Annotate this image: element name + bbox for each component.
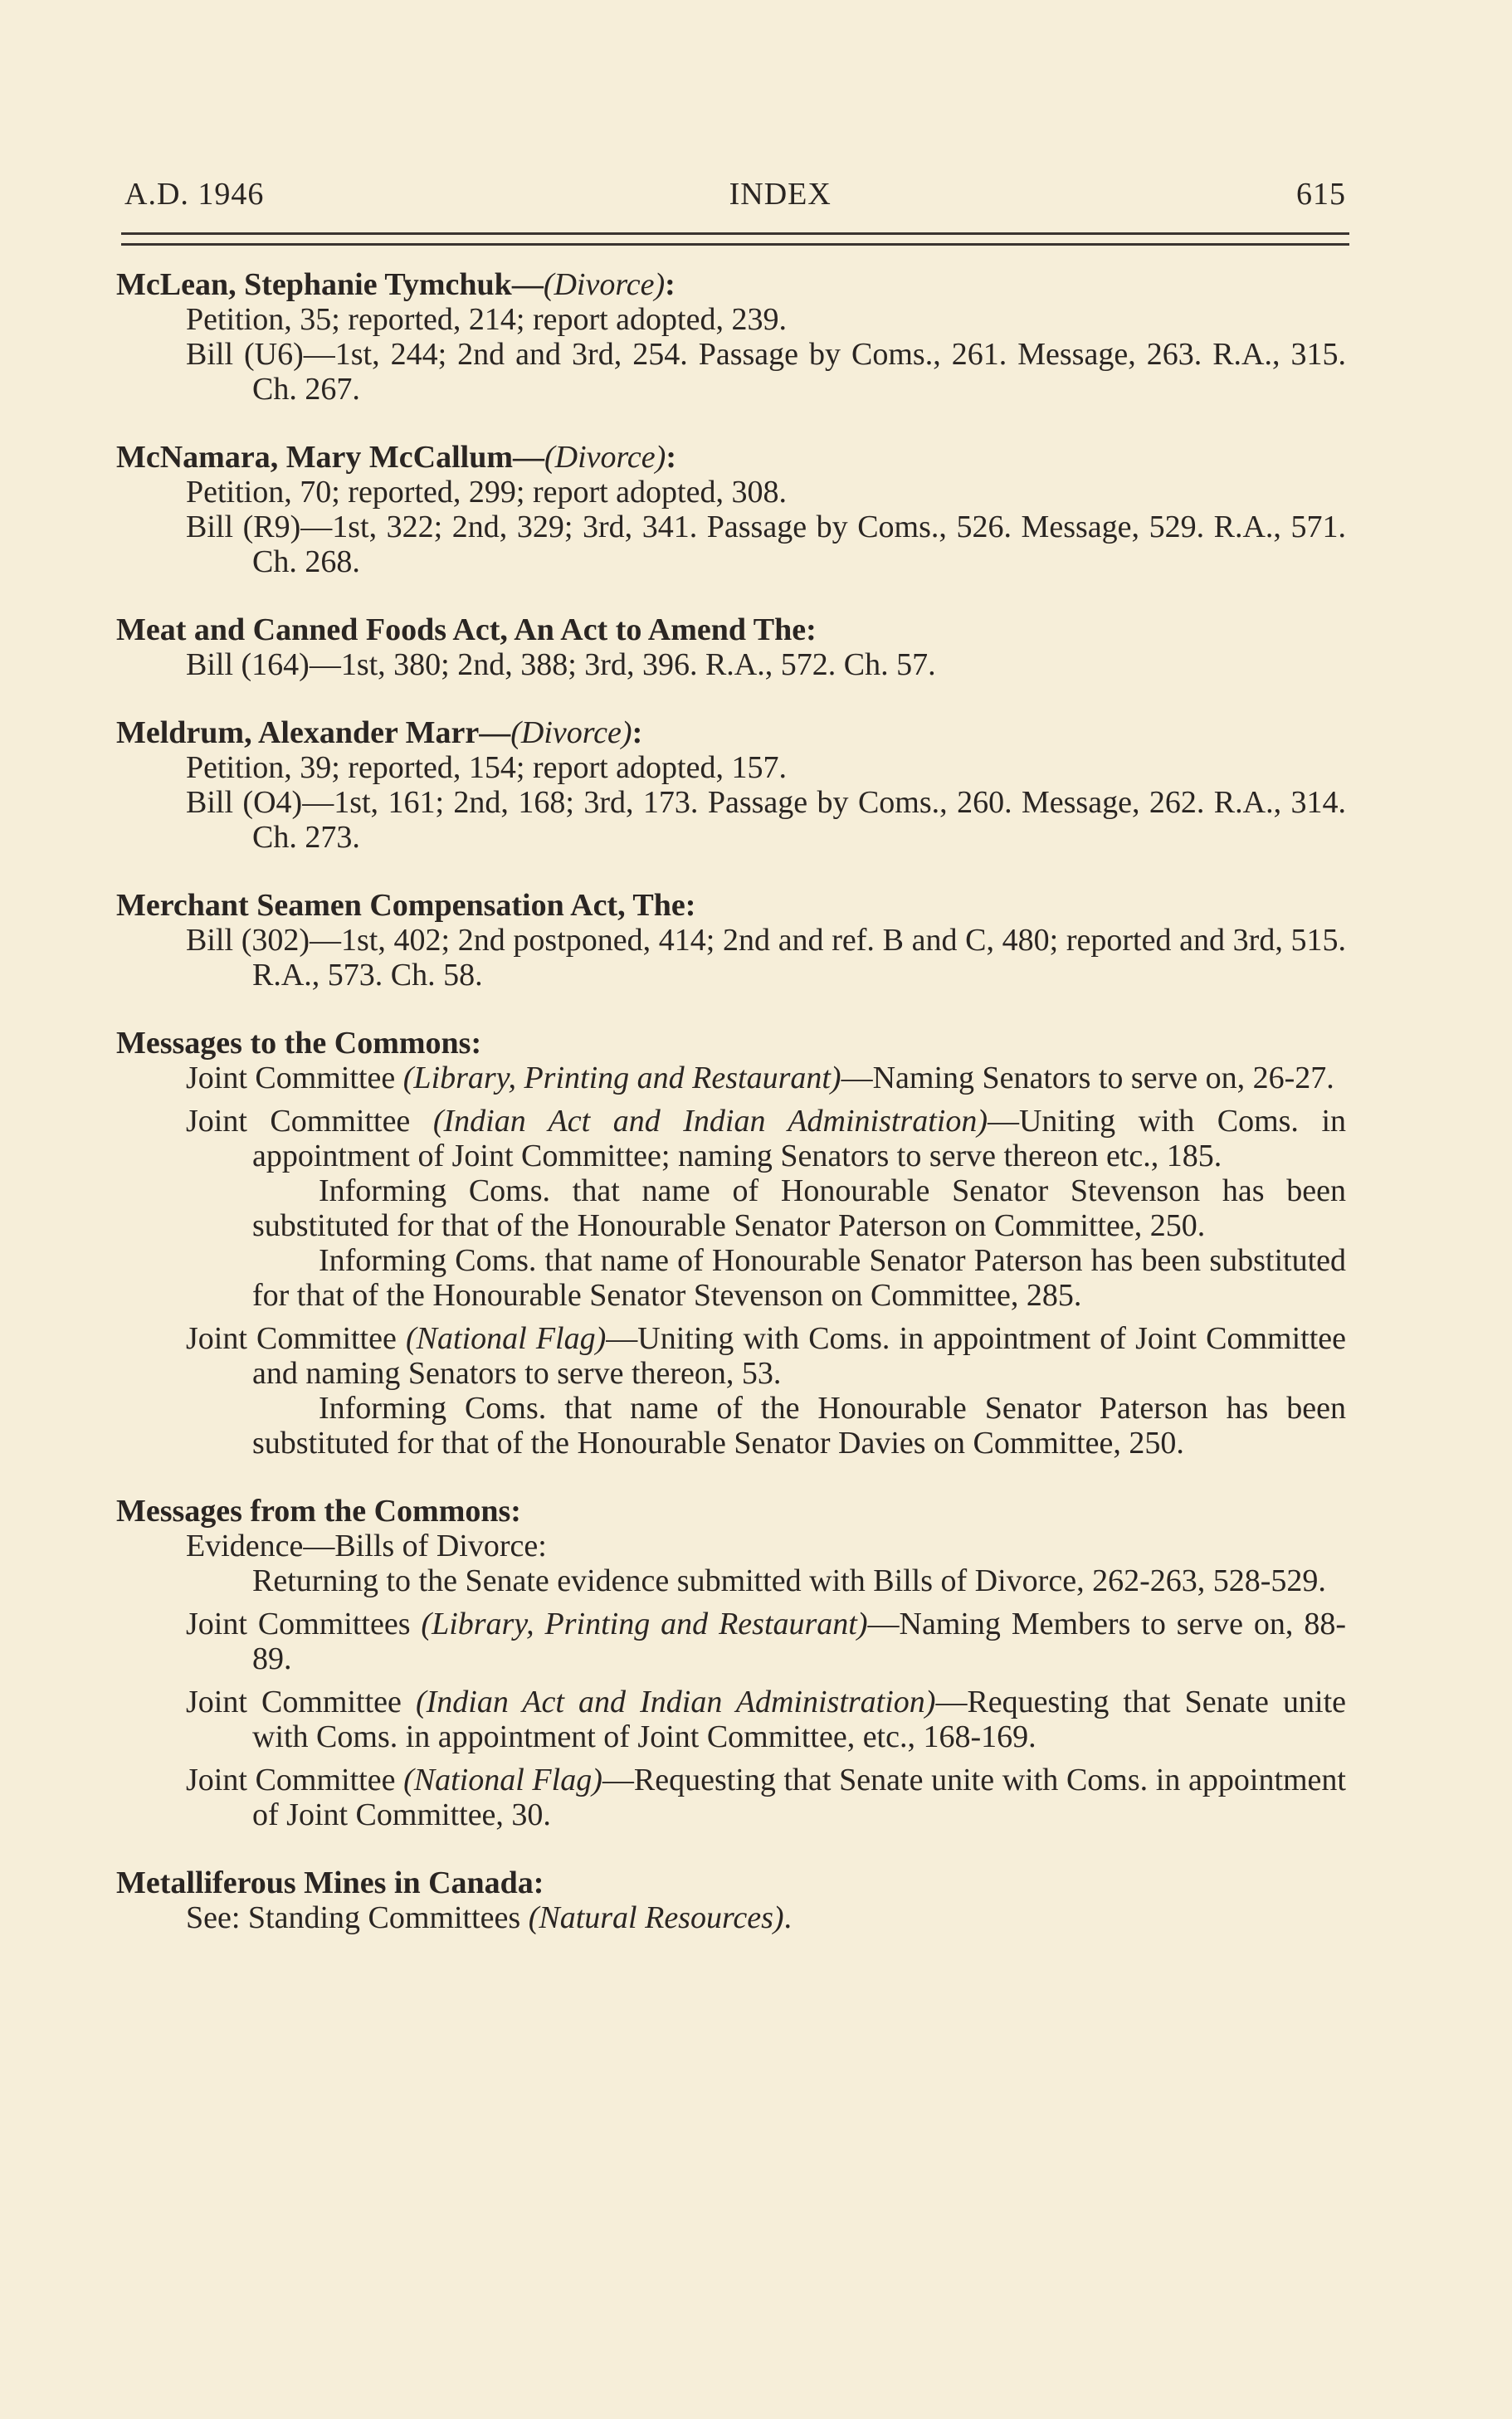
entry-line: Joint Committee (Indian Act and Indian Administration)—Requesting that Senate unite with Coms. in appointment of Joint Committee, etc., 168-169.: [186, 1685, 1347, 1754]
entry-line: Joint Committee (National Flag)—Requesting that Senate unite with Coms. in appointment of Joint Committee, 30.: [186, 1763, 1346, 1832]
index-entry: [116, 715, 1346, 855]
entry-line: Bill (O4)—1st, 161; 2nd, 168; 3rd, 173. Passage by Coms., 260. Message, 262. R.A., 314. Ch. 273.: [186, 785, 1346, 855]
entry-line: Petition, 39; reported, 154; report adopted, 157.: [186, 750, 787, 785]
index-entry: [116, 888, 1346, 992]
index-entry: [116, 267, 1346, 407]
header-title: INDEX: [729, 177, 832, 212]
header-year: A.D. 1946: [124, 177, 265, 212]
entry-heading: Meldrum, Alexander Marr—(Divorce):: [116, 715, 643, 750]
entry-heading: Metalliferous Mines in Canada:: [116, 1865, 544, 1900]
entry-line: See: Standing Committees (Natural Resources).: [186, 1900, 793, 1935]
index-entry: [116, 1026, 1346, 1461]
entry-heading: Messages to the Commons:: [116, 1026, 482, 1061]
entry-line: Returning to the Senate evidence submitted with Bills of Divorce, 262-263, 528-529.: [252, 1563, 1326, 1598]
entry-paragraph: Informing Coms. that name of Honourable Senator Stevenson has been substituted for that of the Honourable Senator Paterson on Committee, 250.: [252, 1173, 1346, 1243]
entry-line: Joint Committees (Library, Printing and Restaurant)—Naming Members to serve on, 88-89.: [186, 1607, 1346, 1676]
index-entry: [116, 440, 1346, 579]
entry-paragraph: Informing Coms. that name of Honourable Senator Paterson has been substituted for that of the Honourable Senator Stevenson on Committee, 285.: [252, 1243, 1346, 1313]
page-number: 615: [1296, 177, 1346, 212]
entry-heading: Merchant Seamen Compensation Act, The:: [116, 888, 696, 923]
entry-line: Evidence—Bills of Divorce:: [186, 1529, 547, 1563]
entry-heading: McNamara, Mary McCallum—(Divorce):: [116, 440, 676, 475]
entry-line: Joint Committee (Library, Printing and Restaurant)—Naming Senators to serve on, 26-27.: [186, 1061, 1334, 1095]
entry-paragraph: Informing Coms. that name of the Honourable Senator Paterson has been substituted for that of the Honourable Senator Davies on Committee, 250.: [252, 1391, 1346, 1461]
entry-line: Joint Committee (National Flag)—Uniting with Coms. in appointment of Joint Committee and naming Senators to serve thereon, 53.: [186, 1321, 1346, 1391]
entry-line: Bill (302)—1st, 402; 2nd postponed, 414; 2nd and ref. B and C, 480; reported and 3rd, 515. R.A., 573. Ch. 58.: [186, 923, 1346, 992]
entry-heading: McLean, Stephanie Tymchuk—(Divorce):: [116, 267, 676, 302]
entry-line: Petition, 35; reported, 214; report adopted, 239.: [186, 302, 787, 337]
index-entry: [116, 1494, 1346, 1832]
entry-line: Bill (R9)—1st, 322; 2nd, 329; 3rd, 341. Passage by Coms., 526. Message, 529. R.A., 571. Ch. 268.: [186, 510, 1346, 579]
entry-line: Joint Committee (Indian Act and Indian Administration)—Uniting with Coms. in appointment of Joint Committee; naming Senators to serve thereon etc., 185.: [186, 1104, 1346, 1173]
entry-heading: Messages from the Commons:: [116, 1494, 521, 1529]
index-entry: [116, 612, 1346, 682]
running-head: [124, 176, 1346, 212]
index-content: [116, 267, 1346, 1968]
entry-line: Bill (U6)—1st, 244; 2nd and 3rd, 254. Passage by Coms., 261. Message, 263. R.A., 315. Ch. 267.: [186, 337, 1346, 407]
entry-line: Bill (164)—1st, 380; 2nd, 388; 3rd, 396. R.A., 572. Ch. 57.: [186, 647, 936, 682]
index-entry: [116, 1865, 1346, 1935]
entry-heading: Meat and Canned Foods Act, An Act to Amend The:: [116, 612, 817, 647]
header-double-rule: [121, 232, 1349, 246]
entry-line: Petition, 70; reported, 299; report adopted, 308.: [186, 475, 787, 510]
